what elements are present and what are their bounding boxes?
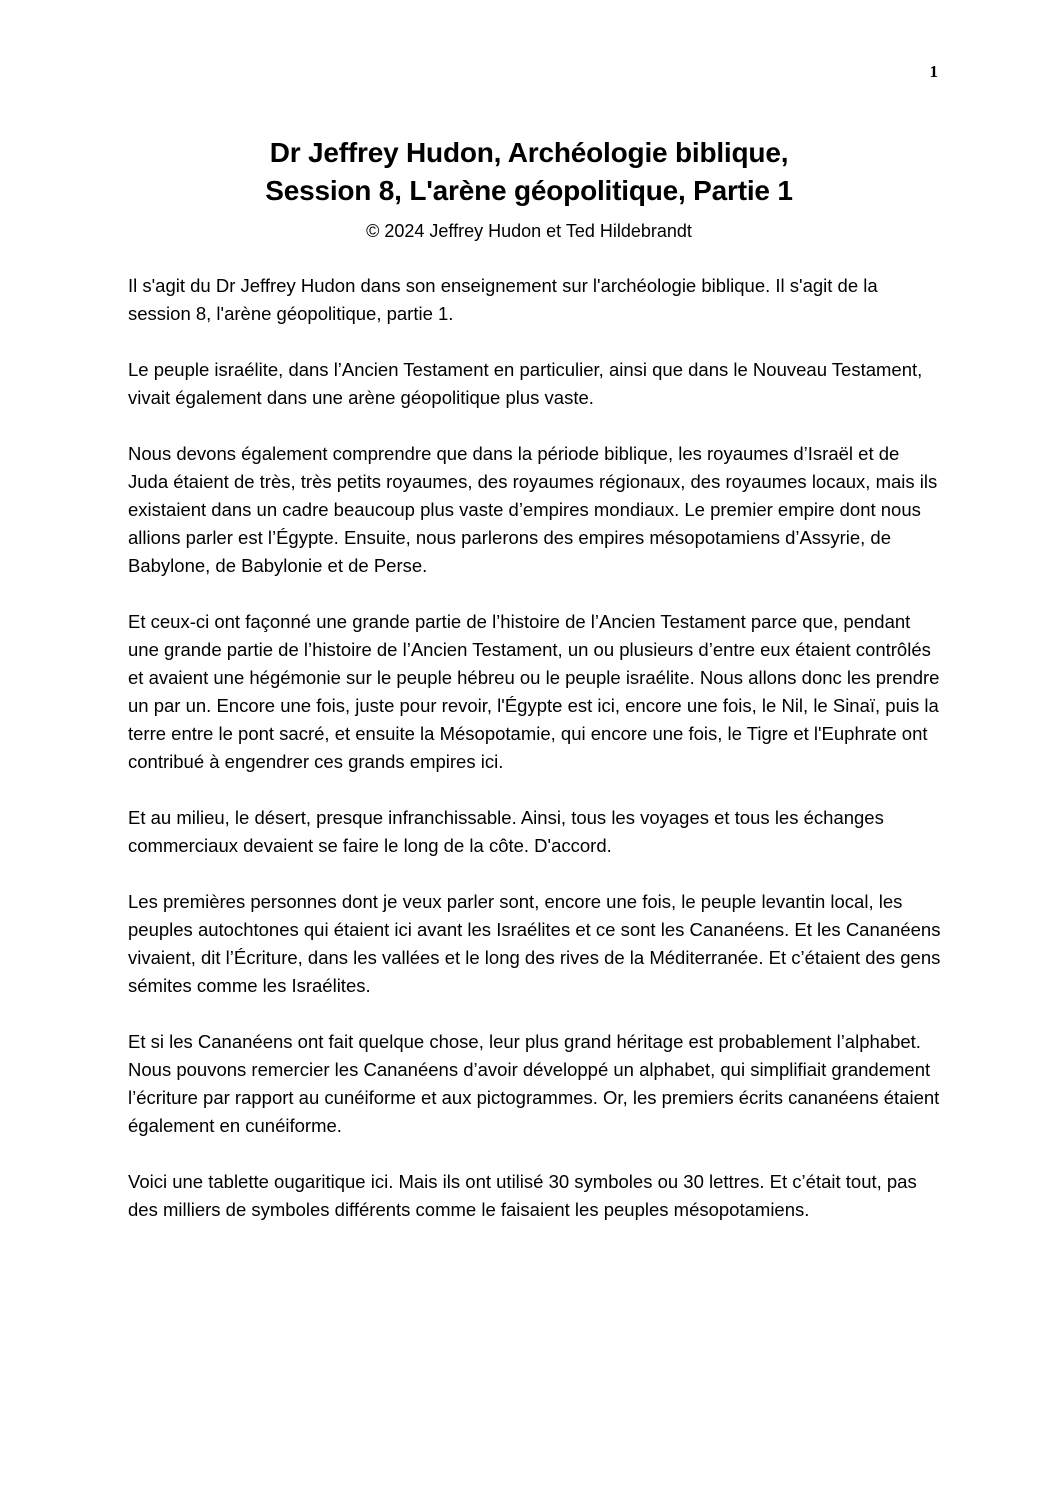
paragraph: Il s'agit du Dr Jeffrey Hudon dans son enseignement sur l'archéologie biblique. Il s'agit de la session 8, l'arène géopolitique, partie 1. (128, 275, 878, 324)
title-line-1: Dr Jeffrey Hudon, Archéologie biblique, (269, 137, 789, 168)
paragraph: Le peuple israélite, dans l’Ancien Testament en particulier, ainsi que dans le Nouveau Testament, vivait également dans une arène géopolitique plus vaste. (128, 359, 923, 408)
copyright-line: © 2024 Jeffrey Hudon et Ted Hildebrandt (366, 221, 692, 241)
document-title (0, 134, 1058, 210)
document-body (128, 272, 943, 1252)
paragraph: Voici une tablette ougaritique ici. Mais ils ont utilisé 30 symboles ou 30 lettres. Et c’était tout, pas des milliers de symboles différents comme le faisaient les peuples mésopotamiens. (128, 1171, 917, 1220)
paragraph: Nous devons également comprendre que dans la période biblique, les royaumes d’Israël et de Juda étaient de très, très petits royaumes, des royaumes régionaux, des royaumes locaux, mais ils existaient dans un cadre beaucoup plus vaste d’empires mondiaux. Le premier empire dont nous allions parler est l’Égypte. Ensuite, nous parlerons des empires mésopotamiens d’Assyrie, de Babylone, de Babylonie et de Perse. (128, 443, 938, 576)
paragraph: Et au milieu, le désert, presque infranchissable. Ainsi, tous les voyages et tous les échanges commerciaux devaient se faire le long de la côte. D'accord. (128, 807, 884, 856)
paragraph: Les premières personnes dont je veux parler sont, encore une fois, le peuple levantin local, les peuples autochtones qui étaient ici avant les Israélites et ce sont les Cananéens. Et les Cananéens vivaient, dit l’Écriture, dans les vallées et le long des rives de la Méditerranée. Et c’étaient des gens sémites comme les Israélites. (128, 891, 941, 996)
page-number: 1 (929, 62, 938, 81)
title-line-2: Session 8, L'arène géopolitique, Partie 1 (265, 175, 793, 206)
paragraph: Et si les Cananéens ont fait quelque chose, leur plus grand héritage est probablement l’alphabet. Nous pouvons remercier les Cananéens d’avoir développé un alphabet, qui simplifiait grandement l’écriture par rapport au cunéiforme et aux pictogrammes. Or, les premiers écrits cananéens étaient également en cunéiforme. (128, 1031, 940, 1136)
paragraph: Et ceux-ci ont façonné une grande partie de l’histoire de l’Ancien Testament parce que, pendant une grande partie de l’histoire de l’Ancien Testament, un ou plusieurs d’entre eux étaient contrôlés et avaient une hégémonie sur le peuple hébreu ou le peuple israélite. Nous allons donc les prendre un par un. Encore une fois, juste pour revoir, l'Égypte est ici, encore une fois, le Nil, le Sinaï, puis la terre entre le pont sacré, et ensuite la Mésopotamie, qui encore une fois, le Tigre et l'Euphrate ont contribué à engendrer ces grands empires ici. (128, 611, 940, 772)
